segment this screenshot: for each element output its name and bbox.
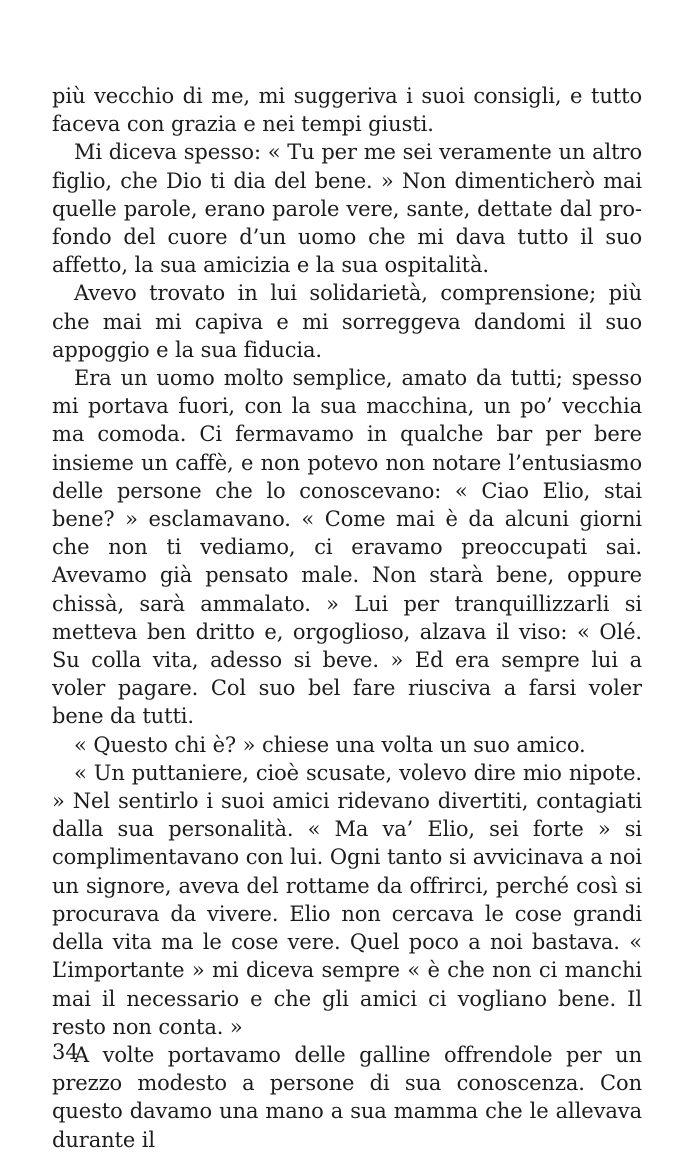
paragraph: Avevo trovato in lui solidarietà, comprensione; più che mai mi capiva e mi sorreggeva dandomi il suo appoggio e la sua fiducia.	[52, 281, 642, 362]
paragraph: A volte portavamo delle galline offrendole per un prezzo modesto a persone di sua conoscenza. Con questo davamo una mano a sua mamma che le allevava durante il	[52, 1042, 642, 1152]
page-number: 34	[52, 1040, 79, 1064]
paragraph: più vecchio di me, mi suggeriva i suoi consigli, e tutto faceva con grazia e nei tempi giusti.	[52, 84, 642, 137]
paragraph: « Un puttaniere, cioè scusate, volevo dire mio nipote. » Nel sentirlo i suoi amici ridevano divertiti, contagiati dalla sua personalità. « Ma va’ Elio, sei forte » si complimentavano con lui. Ogni tanto si avvicinava a noi un signore, aveva del rottame da offrirci, perché così si procurava da vivere. Elio non cercava le cose grandi della vita ma le cose vere. Quel poco a noi bastava. « L’importante » mi diceva sempre « è che non ci manchi mai il necessario e che gli amici ci vogliano bene. Il resto non conta. »	[52, 760, 642, 1039]
paragraph: Era un uomo molto semplice, amato da tutti; spesso mi portava fuori, con la sua macchina, un po’ vecchia ma comoda. Ci fermavamo in qualche bar per bere insieme un caffè, e non potevo non notare l’entusiasmo delle persone che lo conoscevano: « Ciao Elio, stai bene? » esclamavano. « Come mai è da alcuni giorni che non ti vediamo, ci eravamo preoccupati sai. Avevamo già pensato male. Non starà bene, oppure chissà, sarà ammalato. » Lui per tranquillizzarli si metteva ben dritto e, orgoglioso, alzava il viso: « Olé. Su colla vita, adesso si beve. » Ed era sempre lui a voler pagare. Col suo bel fare riusciva a farsi voler bene da tutti.	[52, 366, 642, 729]
page-body	[52, 82, 642, 1154]
paragraph: Mi diceva spesso: « Tu per me sei veramente un altro figlio, che Dio ti dia del bene. » Non dimenticherò mai quelle parole, erano parole vere, sante, dettate dal profondo del cuore d’un uomo che mi dava tutto il suo affetto, la sua amicizia e la sua ospitalità.	[52, 140, 642, 278]
paragraph: « Questo chi è? » chiese una volta un suo amico.	[74, 732, 586, 757]
